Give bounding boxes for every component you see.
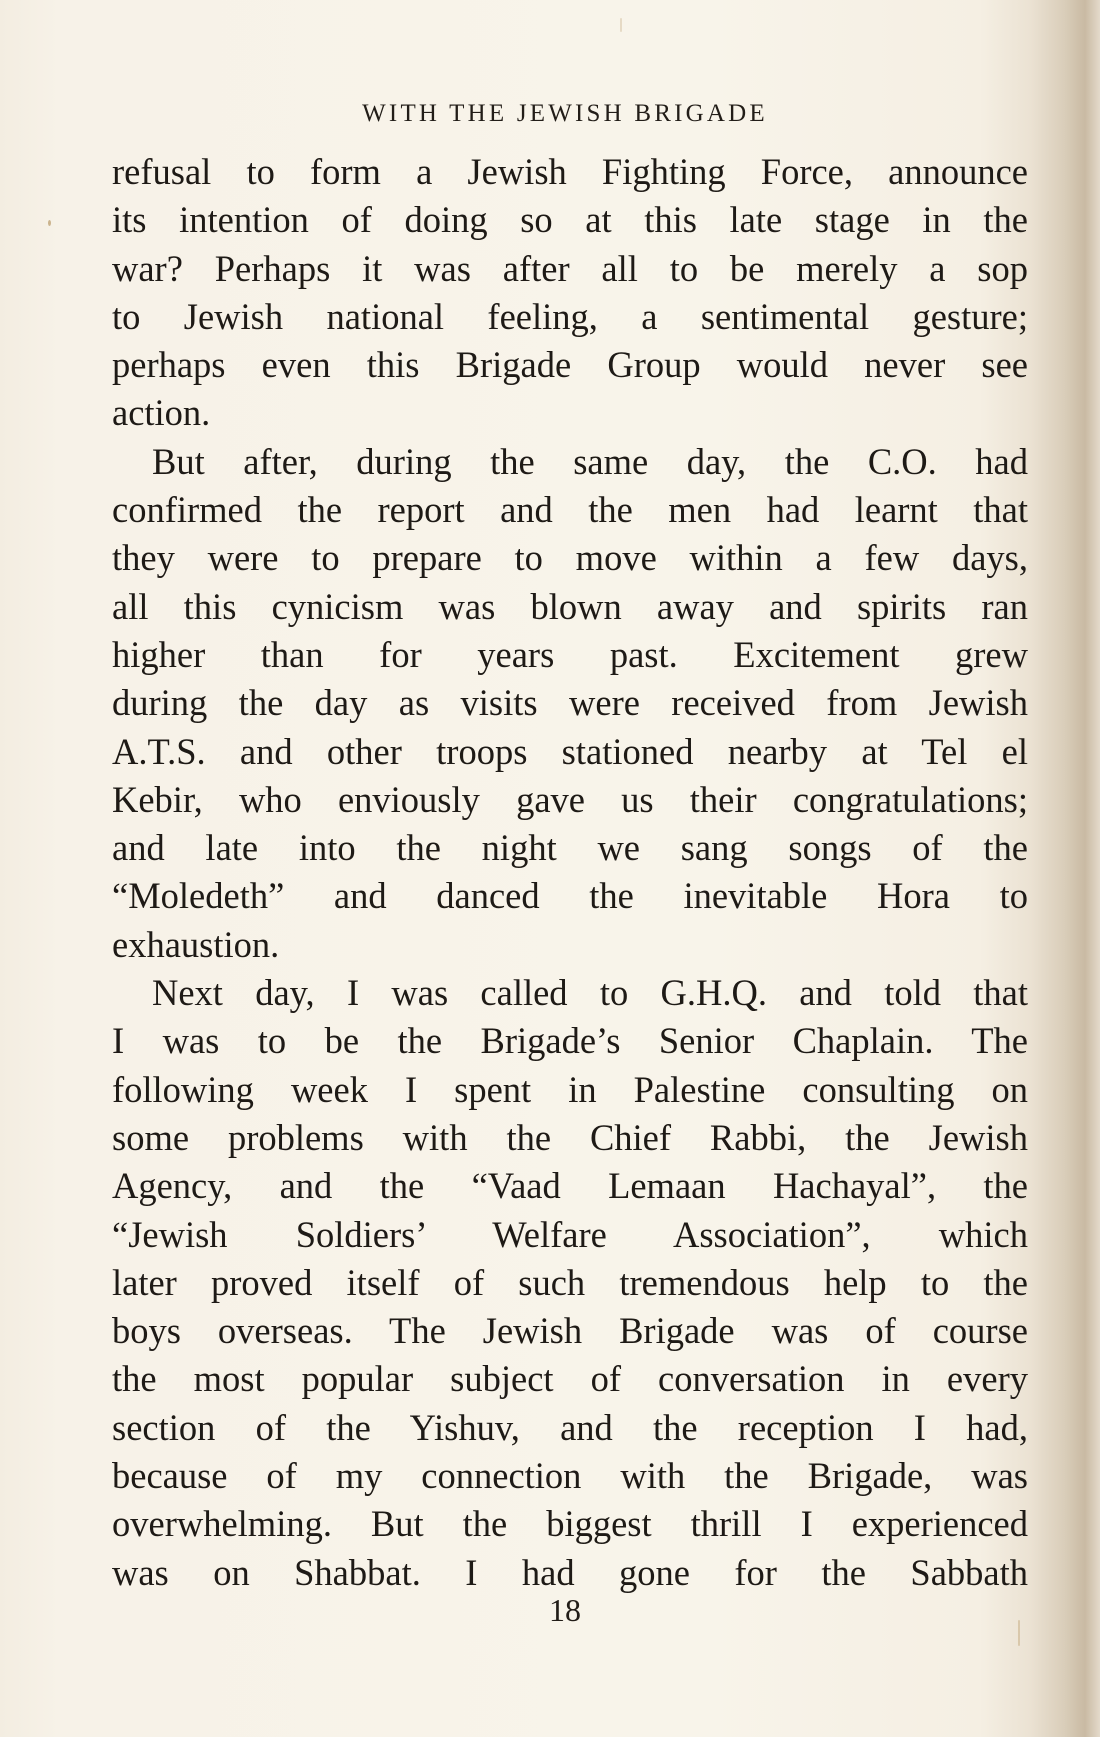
text-line: its intention of doing so at this late stage in the <box>112 199 1028 241</box>
text-line: Kebir, who enviously gave us their congratulations; <box>112 778 1028 820</box>
paper-speck <box>48 220 51 226</box>
text-line: all this cynicism was blown away and spirits ran <box>112 585 1028 627</box>
page-number: 18 <box>549 1592 581 1628</box>
text-line: because of my connection with the Brigade, was <box>112 1455 1028 1497</box>
text-line: “Jewish Soldiers’ Welfare Association”, which <box>112 1213 1028 1255</box>
running-head: WITH THE JEWISH BRIGADE <box>362 100 768 127</box>
text-line: “Moledeth” and danced the inevitable Hora to <box>112 875 1028 917</box>
text-line: higher than for years past. Excitement grew <box>112 633 1028 675</box>
paragraph-start-line: But after, during the same day, the C.O. had <box>152 440 1028 482</box>
text-line: was on Shabbat. I had gone for the Sabbath <box>112 1551 1028 1593</box>
text-line: A.T.S. and other troops stationed nearby at Tel el <box>112 730 1028 772</box>
text-line: refusal to form a Jewish Fighting Force, announce <box>112 151 1028 192</box>
text-line: perhaps even this Brigade Group would never see <box>112 344 1028 386</box>
text-line: following week I spent in Palestine consulting on <box>112 1068 1028 1110</box>
text-line: boys overseas. The Jewish Brigade was of course <box>112 1310 1028 1352</box>
text-line: some problems with the Chief Rabbi, the Jewish <box>112 1116 1028 1158</box>
text-line: to Jewish national feeling, a sentimental gesture; <box>112 295 1028 337</box>
text-line: and late into the night we sang songs of the <box>112 827 1028 869</box>
paper-speck <box>620 18 622 32</box>
text-line: confirmed the report and the men had learnt that <box>112 489 1028 531</box>
text-line: action. <box>112 392 211 434</box>
body-text <box>112 148 1028 1597</box>
text-line: the most popular subject of conversation in every <box>112 1358 1028 1400</box>
text-line: section of the Yishuv, and the reception I had, <box>112 1406 1028 1448</box>
text-line: they were to prepare to move within a few days, <box>112 537 1028 579</box>
text-line: Agency, and the “Vaad Lemaan Hachayal”, the <box>112 1165 1028 1207</box>
text-line: overwhelming. But the biggest thrill I experienced <box>112 1503 1028 1545</box>
text-line: I was to be the Brigade’s Senior Chaplain. The <box>112 1020 1028 1062</box>
text-line: war? Perhaps it was after all to be merely a sop <box>112 247 1028 289</box>
text-line: later proved itself of such tremendous help to the <box>112 1261 1028 1303</box>
text-line: during the day as visits were received from Jewish <box>112 682 1028 724</box>
paper-speck <box>1018 1620 1020 1646</box>
text-line: exhaustion. <box>112 923 280 965</box>
paragraph-start-line: Next day, I was called to G.H.Q. and told that <box>152 972 1028 1014</box>
